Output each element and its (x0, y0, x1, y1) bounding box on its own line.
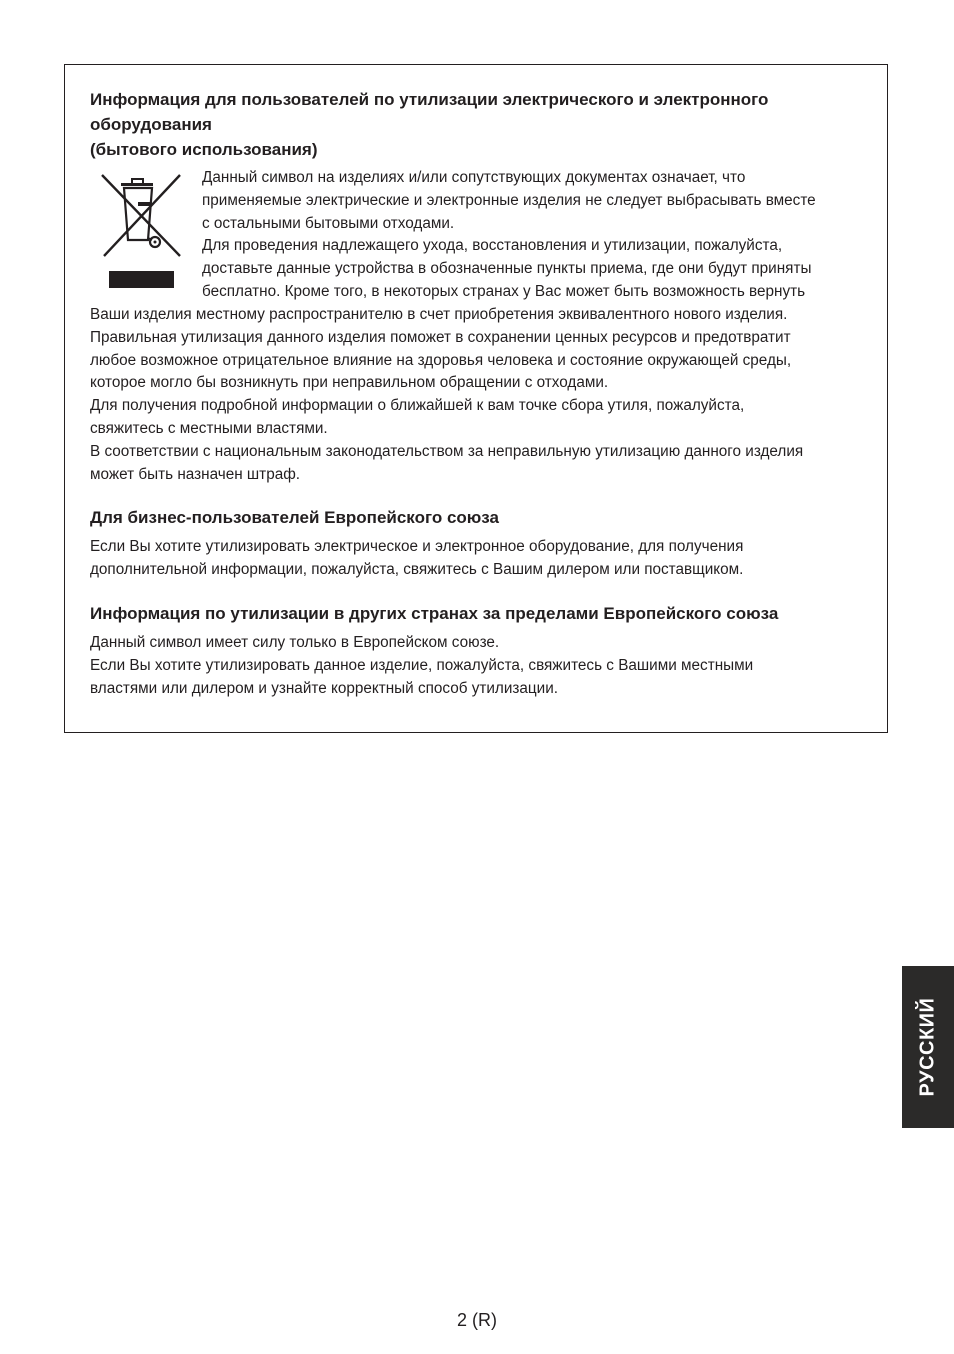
text-line: доставьте данные устройства в обозначенные пункты приема, где они будут приняты (202, 260, 812, 278)
text-line: любое возможное отрицательное влияние на здоровья человека и состояние окружающей среды, (90, 351, 792, 369)
outside-eu-text (90, 632, 753, 700)
business-text (90, 536, 743, 582)
text-line: Данный символ на изделиях и/или сопутствующих документах означает, что (202, 169, 746, 186)
text-line: Ваши изделия местному распространителю в счет приобретения эквивалентного нового изделия. (90, 306, 788, 323)
text-line: Для проведения надлежащего ухода, восстановления и утилизации, пожалуйста, (202, 237, 783, 255)
household-wrapped-text (202, 167, 816, 304)
language-tab (902, 966, 954, 1128)
text-line: властями или дилером и узнайте корректный способ утилизации. (90, 679, 559, 697)
household-heading-line: (бытового использования) (90, 140, 318, 159)
text-line: дополнительной информации, пожалуйста, свяжитесь с Вашим дилером или поставщиком. (90, 560, 744, 578)
language-tab-label: РУССКИЙ (916, 997, 939, 1097)
text-line: Если Вы хотите утилизировать данное изделие, пожалуйста, свяжитесь с Вашими местными (90, 656, 754, 674)
text-line: Правильная утилизация данного изделия поможет в сохранении ценных ресурсов и предотвратит (90, 328, 791, 346)
household-heading-line: Информация для пользователей по утилизации электрического и электронного (90, 90, 769, 109)
text-line: Для получения подробной информации о ближайшей к вам точке сбора утиля, пожалуйста, (90, 397, 745, 415)
business-heading: Для бизнес-пользователей Европейского союза (90, 508, 499, 527)
crossed-out-wheelie-bin-icon (94, 170, 186, 292)
text-line: свяжитесь с местными властями. (90, 419, 328, 437)
text-line: может быть назначен штраф. (90, 465, 301, 483)
text-line: которое могло бы возникнуть при неправильном обращении с отходами. (90, 374, 609, 392)
text-line: бесплатно. Кроме того, в некоторых странах у Вас может быть возможность вернуть (202, 282, 806, 300)
text-line: применяемые электрические и электронные изделия не следует выбрасывать вместе (202, 191, 816, 209)
household-heading-line: оборудования (90, 115, 212, 134)
text-line: Данный символ имеет силу только в Европейском союзе. (90, 634, 500, 651)
text-line: с остальными бытовыми отходами. (202, 214, 455, 232)
page-number: 2 (R) (457, 1310, 497, 1330)
outside-eu-heading: Информация по утилизации в других странах за пределами Европейского союза (90, 604, 779, 623)
household-heading (90, 87, 768, 162)
text-line: В соответствии с национальным законодательством за неправильную утилизацию данного изделия (90, 442, 804, 460)
household-full-text (90, 304, 803, 486)
text-line: Если Вы хотите утилизировать электрическое и электронное оборудование, для получения (90, 538, 744, 555)
